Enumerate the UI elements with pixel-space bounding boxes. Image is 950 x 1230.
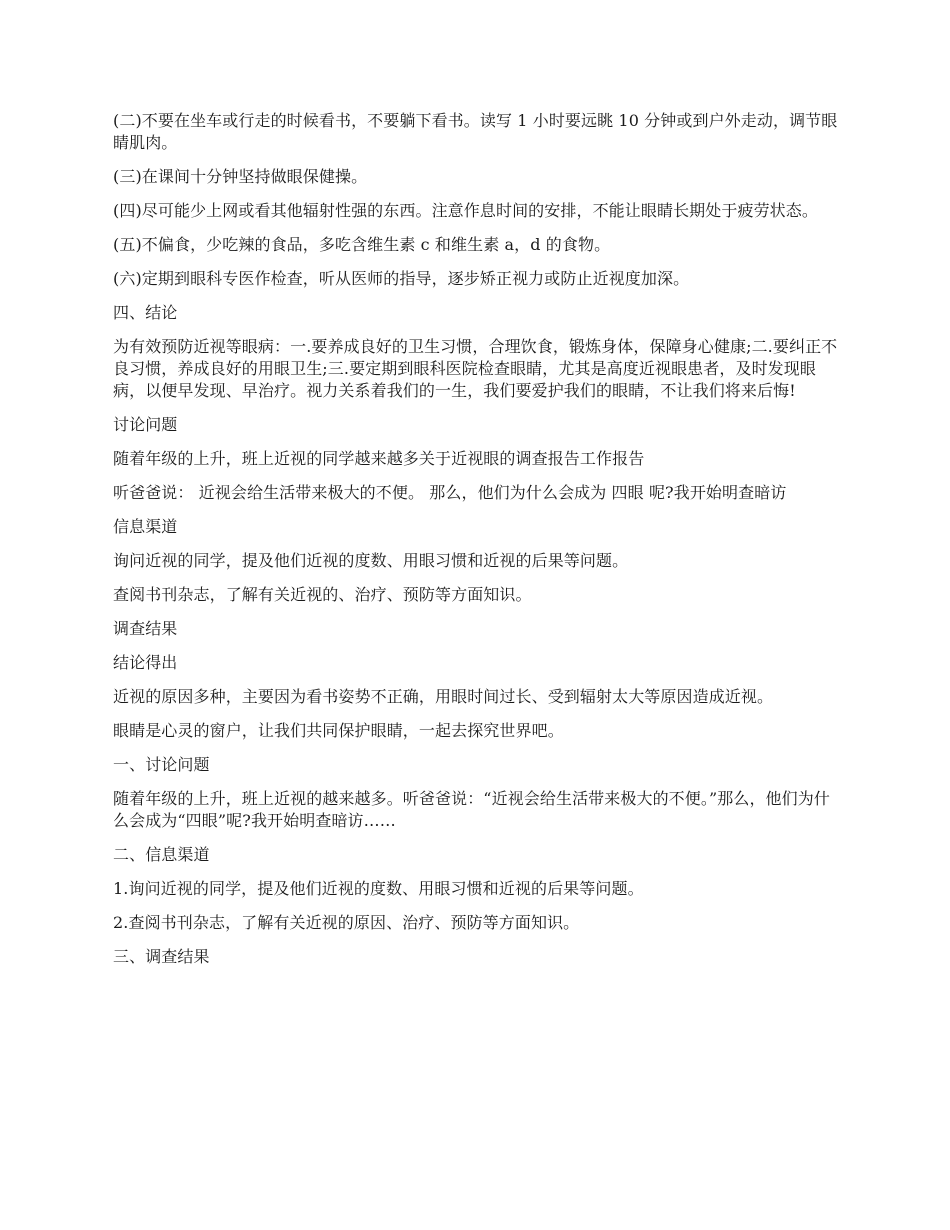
discussion-paragraph: 随着年级的上升，班上近视的同学越来越多关于近视眼的调查报告工作报告 xyxy=(113,449,645,468)
causes-paragraph: 近视的原因多种，主要因为看书姿势不正确，用眼时间过长、受到辐射太大等原因造成近视。 xyxy=(113,687,774,706)
paragraph-item-2: (二)不要在坐车或行走的时候看书，不要躺下看书。读写 1 小时要远眺 10 分钟或到户外走动，调节眼睛肌肉。 xyxy=(113,111,838,152)
paragraph-item-3: (三)在课间十分钟坚持做眼保健操。 xyxy=(113,167,368,186)
section-heading-survey-results: 三、调查结果 xyxy=(113,947,210,966)
info-channel-read: 查阅书刊杂志，了解有关近视的、治疗、预防等方面知识。 xyxy=(113,585,532,604)
section-heading-conclusion: 四、结论 xyxy=(113,303,178,322)
section-heading-discussion: 一、讨论问题 xyxy=(113,755,210,774)
heading-discussion: 讨论问题 xyxy=(113,415,178,434)
heading-info-channels: 信息渠道 xyxy=(113,517,178,536)
heading-survey-results: 调查结果 xyxy=(113,619,178,638)
numbered-item-2: 2.查阅书刊杂志，了解有关近视的原因、治疗、预防等方面知识。 xyxy=(113,913,580,932)
heading-conclusion-drawn: 结论得出 xyxy=(113,653,178,672)
document-body xyxy=(113,110,841,980)
section-heading-info-channels: 二、信息渠道 xyxy=(113,845,210,864)
discussion-detail-paragraph: 随着年级的上升，班上近视的越来越多。听爸爸说：“近视会给生活带来极大的不便。”那么，他们为什么会成为“四眼”呢?我开始明查暗访…… xyxy=(113,789,830,830)
conclusion-paragraph: 为有效预防近视等眼病：一.要养成良好的卫生习惯，合理饮食，锻炼身体，保障身心健康;二.要纠正不良习惯，养成良好的用眼卫生;三.要定期到眼科医院检查眼睛，尤其是高度近视眼患者，及时发现眼病，以便早发现、早治疗。视力关系着我们的一生，我们要爱护我们的眼睛，不让我们将来后悔! xyxy=(113,337,838,400)
paragraph-item-4: (四)尽可能少上网或看其他辐射性强的东西。注意作息时间的安排，不能让眼睛长期处于疲劳状态。 xyxy=(113,201,818,220)
paragraph-item-6: (六)定期到眼科专医作检查，听从医师的指导，逐步矫正视力或防止近视度加深。 xyxy=(113,269,690,288)
father-said-paragraph: 听爸爸说： 近视会给生活带来极大的不便。 那么，他们为什么会成为 四眼 呢?我开始明查暗访 xyxy=(113,483,787,502)
eyes-window-paragraph: 眼睛是心灵的窗户，让我们共同保护眼睛，一起去探究世界吧。 xyxy=(113,721,564,740)
numbered-item-1: 1.询问近视的同学，提及他们近视的度数、用眼习惯和近视的后果等问题。 xyxy=(113,879,644,898)
paragraph-item-5: (五)不偏食，少吃辣的食品，多吃含维生素 c 和维生素 a，d 的食物。 xyxy=(113,235,611,254)
info-channel-ask: 询问近视的同学，提及他们近视的度数、用眼习惯和近视的后果等问题。 xyxy=(113,551,629,570)
